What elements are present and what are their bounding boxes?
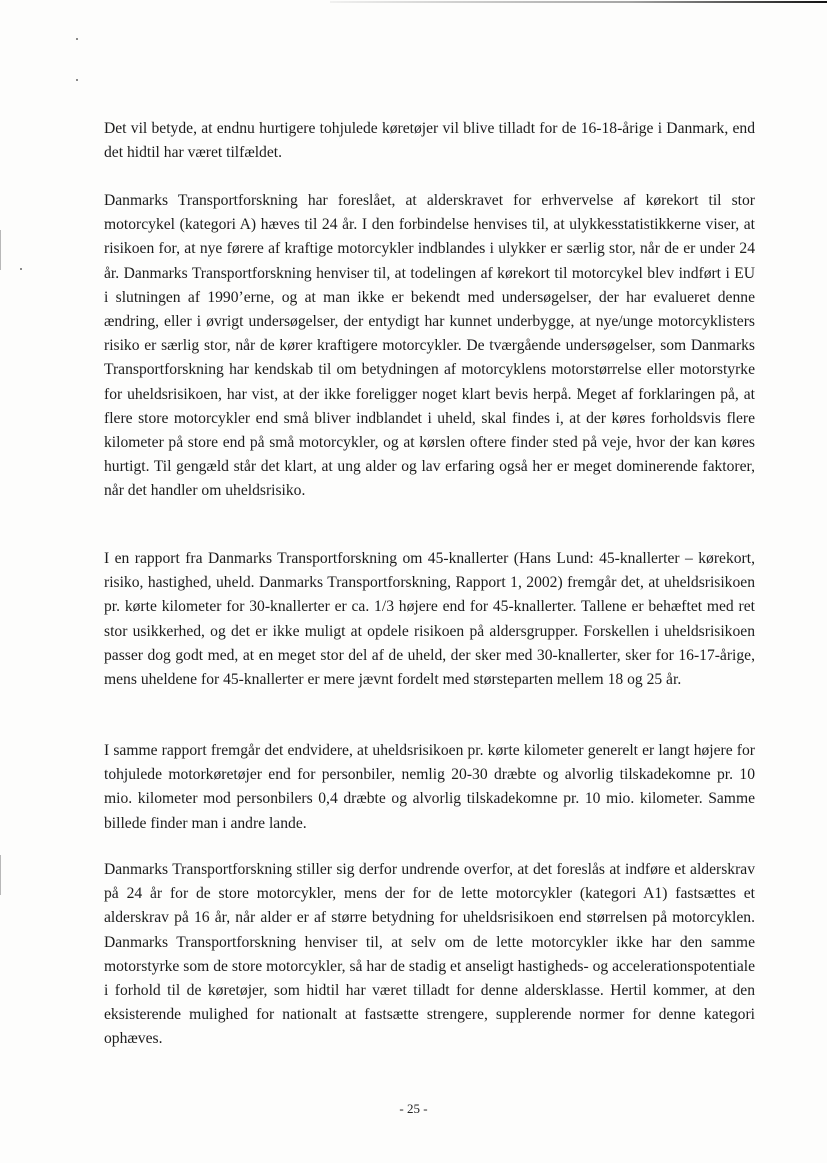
body-paragraph [104,547,755,692]
body-paragraph [104,117,755,165]
paragraph-text: Danmarks Transportforskning har foreslået, at alderskravet for erhvervelse af kørekort til stor motorcykel (kategori A) hæves til 24 år. I den forbindelse henvises til, at ulykkesstatistikkerne viser, at risikoen for, at nye førere af kraftige motorcykler indblandes i ulykker er særlig stor, når de er under 24 år. Danmarks Transportforskning henviser til, at todelingen af kørekort til motorcykel blev indført i EU i slutningen af 1990’erne, og at man ikke er bekendt med undersøgelser, der har evalueret denne ændring, eller i øvrigt undersøgelser, der entydigt har kunnet underbygge, at nye/unge motorcyklisters risiko er særlig stor, når de kører kraftigere motorcykler. De tværgående undersøgelser, som Danmarks Transportforskning har kendskab til om betydningen af motorcyklens motorstørrelse eller motorstyrke for uheldsrisikoen, har vist, at der ikke foreligger noget klart bevis herpå. Meget af forklaringen på, at flere store motorcykler end små bliver indblandet i uheld, skal findes i, at der køres forholdsvis flere kilometer på store end på små motorcykler, og at kørslen oftere finder sted på veje, hvor der kan køres hurtigt. Til gengæld står det klart, at ung alder og lav erfaring også her er meget dominerende faktorer, når det handler om uheldsrisiko. [104,192,755,500]
body-paragraph [104,189,755,504]
scan-speck [76,38,78,40]
scan-speck [20,268,22,270]
page-number: - 25 - [399,1101,428,1116]
paragraph-text: Det vil betyde, at endnu hurtigere tohjulede køretøjer vil blive tilladt for de 16-18-årige i Danmark, end det hidtil har været tilfældet. [104,120,755,162]
body-paragraph [104,739,755,836]
scan-left-edge-mark [0,230,1,270]
body-paragraph [104,858,755,1052]
scan-left-edge-mark [0,855,1,895]
scan-top-edge-rule [330,1,827,3]
paragraph-text: I en rapport fra Danmarks Transportforskning om 45-knallerter (Hans Lund: 45-knallerter – kørekort, risiko, hastighed, uheld. Danmarks Transportforskning, Rapport 1, 2002) fremgår det, at uheldsrisikoen pr. kørte kilometer for 30-knallerter er ca. 1/3 højere end for 45-knallerter. Tallene er behæftet med ret stor usikkerhed, og det er ikke muligt at opdele risikoen på aldersgrupper. Forskellen i uheldsrisikoen passer dog godt med, at en meget stor del af de uheld, der sker med 30-knallerter, sker for 16-17-årige, mens uheldene for 45-knallerter er mere jævnt fordelt med størsteparten mellem 18 og 25 år. [104,550,755,689]
paragraph-text: Danmarks Transportforskning stiller sig derfor undrende overfor, at det foreslås at indføre et alderskrav på 24 år for de store motorcykler, mens der for de lette motorcykler (kategori A1) fastsættes et alderskrav på 16 år, når alder er af større betydning for uheldsrisikoen end størrelsen på motorcyklen. Danmarks Transportforskning henviser til, at selv om de lette motorcykler ikke har den samme motorstyrke som de store motorcykler, så har de stadig et anseligt hastigheds- og accelerationspotentiale i forhold til de køretøjer, som hidtil har været tilladt for denne aldersklasse. Hertil kommer, at den eksisterende mulighed for nationalt at fastsætte strengere, supplerende normer for denne kategori ophæves. [104,861,755,1048]
paragraph-text: I samme rapport fremgår det endvidere, at uheldsrisikoen pr. kørte kilometer generelt er langt højere for tohjulede motorkøretøjer end for personbiler, nemlig 20-30 dræbte og alvorlig tilskadekomne pr. 10 mio. kilometer mod personbilers 0,4 dræbte og alvorlig tilskadekomne pr. 10 mio. kilometer. Samme billede finder man i andre lande. [104,742,755,832]
scan-speck [76,79,78,81]
